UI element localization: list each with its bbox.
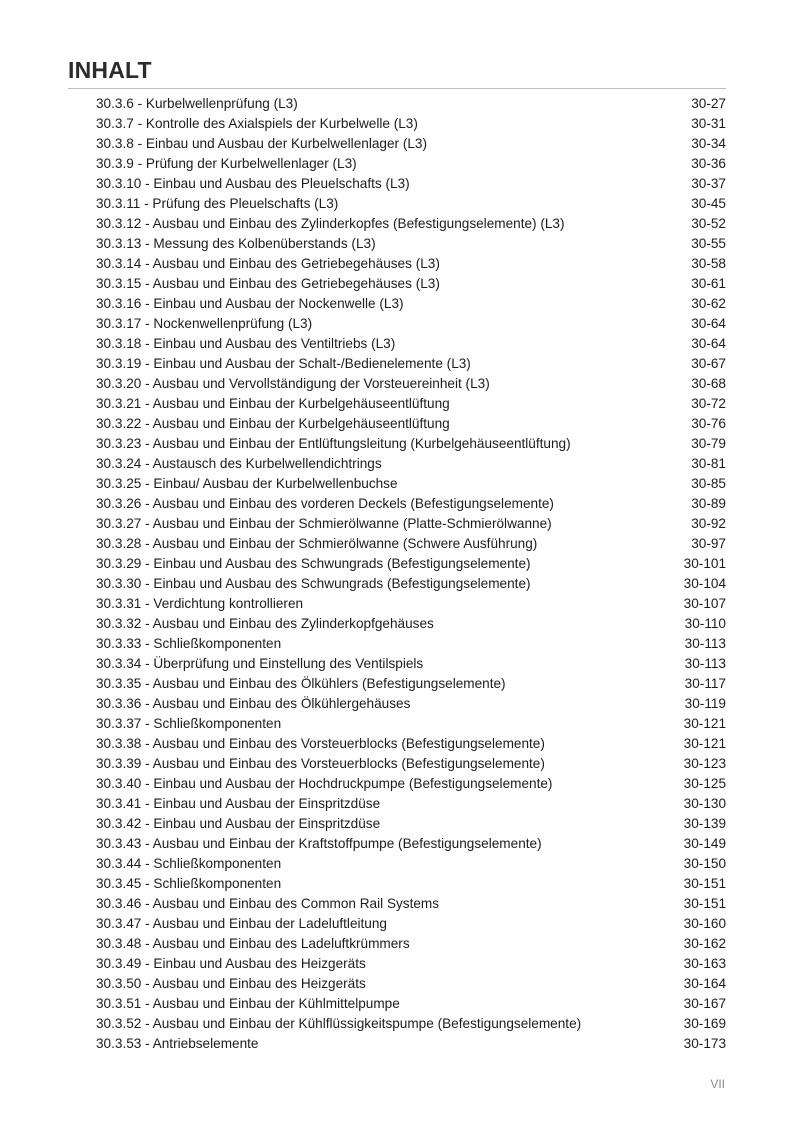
- page-number: VII: [710, 1077, 725, 1091]
- toc-entry-title: 30.3.26 - Ausbau und Einbau des vorderen Deckels (Befestigungselemente): [96, 496, 554, 511]
- toc-entry-page: 30-117: [684, 676, 726, 691]
- toc-entry[interactable]: [96, 294, 726, 314]
- toc-entry-page: 30-67: [691, 356, 726, 371]
- toc-entry-page: 30-27: [691, 96, 726, 111]
- toc-entry-title: 30.3.6 - Kurbelwellenprüfung (L3): [96, 96, 298, 111]
- toc-entry-page: 30-121: [683, 736, 726, 751]
- toc-entry[interactable]: [96, 434, 726, 454]
- toc-entry[interactable]: [96, 554, 726, 574]
- toc-entry-page: 30-110: [684, 616, 726, 631]
- toc-entry-title: 30.3.42 - Einbau und Ausbau der Einspritzdüse: [96, 816, 381, 831]
- toc-entry-title: 30.3.28 - Ausbau und Einbau der Schmierölwanne (Schwere Ausführung): [96, 536, 538, 551]
- toc-entry-page: 30-151: [683, 876, 726, 891]
- toc-entry[interactable]: [96, 394, 726, 414]
- toc-entry[interactable]: [96, 494, 726, 514]
- toc-entry[interactable]: [96, 174, 726, 194]
- toc-entry[interactable]: [96, 534, 726, 554]
- toc-entry-title: 30.3.29 - Einbau und Ausbau des Schwungrads (Befestigungselemente): [96, 556, 531, 571]
- toc-entry[interactable]: [96, 814, 726, 834]
- toc-entry-page: 30-34: [691, 136, 726, 151]
- toc-entry[interactable]: [96, 714, 726, 734]
- toc-entry-title: 30.3.47 - Ausbau und Einbau der Ladeluftleitung: [96, 916, 387, 931]
- toc-entry-page: 30-64: [691, 336, 726, 351]
- toc-entry[interactable]: [96, 614, 726, 634]
- toc-entry-page: 30-62: [691, 296, 726, 311]
- toc-entry-title: 30.3.22 - Ausbau und Einbau der Kurbelgehäuseentlüftung: [96, 416, 450, 431]
- toc-entry-page: 30-92: [691, 516, 726, 531]
- toc-entry-title: 30.3.38 - Ausbau und Einbau des Vorsteuerblocks (Befestigungselemente): [96, 736, 545, 751]
- toc-entry-title: 30.3.36 - Ausbau und Einbau des Ölkühlergehäuses: [96, 696, 411, 711]
- toc-entry-page: 30-79: [691, 436, 726, 451]
- toc-entry[interactable]: [96, 774, 726, 794]
- toc-entry-title: 30.3.19 - Einbau und Ausbau der Schalt-/Bedienelemente (L3): [96, 356, 471, 371]
- toc-entry[interactable]: [96, 214, 726, 234]
- toc-entry[interactable]: [96, 474, 726, 494]
- toc-entry-title: 30.3.30 - Einbau und Ausbau des Schwungrads (Befestigungselemente): [96, 576, 531, 591]
- toc-entry-page: 30-64: [691, 316, 726, 331]
- toc-entry[interactable]: [96, 694, 726, 714]
- toc-entry-page: 30-68: [691, 376, 726, 391]
- toc-entry-page: 30-151: [683, 896, 726, 911]
- toc-entry[interactable]: [96, 314, 726, 334]
- toc-entry[interactable]: [96, 594, 726, 614]
- toc-entry[interactable]: [96, 234, 726, 254]
- toc-entry-page: 30-119: [684, 696, 726, 711]
- toc-entry-page: 30-104: [683, 576, 726, 591]
- toc-entry-title: 30.3.51 - Ausbau und Einbau der Kühlmittelpumpe: [96, 996, 400, 1011]
- toc-entry-title: 30.3.11 - Prüfung des Pleuelschafts (L3): [96, 196, 339, 211]
- toc-entry[interactable]: [96, 994, 726, 1014]
- toc-entry[interactable]: [96, 134, 726, 154]
- toc-entry-title: 30.3.32 - Ausbau und Einbau des Zylinderkopfgehäuses: [96, 616, 434, 631]
- toc-entry-page: 30-123: [683, 756, 726, 771]
- toc-entry[interactable]: [96, 94, 726, 114]
- toc-entry-title: 30.3.7 - Kontrolle des Axialspiels der Kurbelwelle (L3): [96, 116, 418, 131]
- toc-entry[interactable]: [96, 374, 726, 394]
- toc-entry-title: 30.3.27 - Ausbau und Einbau der Schmierölwanne (Platte-Schmierölwanne): [96, 516, 552, 531]
- toc-entry-page: 30-160: [683, 916, 726, 931]
- toc-entry-page: 30-167: [683, 996, 726, 1011]
- toc-entry-page: 30-85: [691, 476, 726, 491]
- toc-entry[interactable]: [96, 1014, 726, 1034]
- toc-entry-title: 30.3.46 - Ausbau und Einbau des Common Rail Systems: [96, 896, 440, 911]
- toc-entry-title: 30.3.20 - Ausbau und Vervollständigung der Vorsteuereinheit (L3): [96, 376, 490, 391]
- toc-entry-title: 30.3.49 - Einbau und Ausbau des Heizgeräts: [96, 956, 366, 971]
- toc-entry-page: 30-150: [683, 856, 726, 871]
- page-title: INHALT: [68, 57, 152, 83]
- toc-entry-title: 30.3.52 - Ausbau und Einbau der Kühlflüssigkeitspumpe (Befestigungselemente): [96, 1016, 582, 1031]
- toc-entry-title: 30.3.23 - Ausbau und Einbau der Entlüftungsleitung (Kurbelgehäuseentlüftung): [96, 436, 571, 451]
- toc-entry-page: 30-97: [691, 536, 726, 551]
- toc-entry[interactable]: [96, 514, 726, 534]
- toc-entry-title: 30.3.33 - Schließkomponenten: [96, 636, 282, 651]
- toc-entry[interactable]: [96, 914, 726, 934]
- toc-entry-title: 30.3.10 - Einbau und Ausbau des Pleuelschafts (L3): [96, 176, 410, 191]
- toc-entry[interactable]: [96, 934, 726, 954]
- toc-entry-page: 30-81: [691, 456, 726, 471]
- toc-entry[interactable]: [96, 894, 726, 914]
- toc-entry-page: 30-89: [691, 496, 726, 511]
- toc-entry-title: 30.3.14 - Ausbau und Einbau des Getriebegehäuses (L3): [96, 256, 440, 271]
- toc-entry-page: 30-162: [683, 936, 726, 951]
- toc-entry[interactable]: [96, 454, 726, 474]
- toc-entry[interactable]: [96, 1034, 726, 1054]
- toc-entry[interactable]: [96, 154, 726, 174]
- toc-entry-title: 30.3.41 - Einbau und Ausbau der Einspritzdüse: [96, 796, 381, 811]
- toc-entry-page: 30-101: [683, 556, 726, 571]
- toc-entry-page: 30-113: [684, 636, 726, 651]
- toc-entry-title: 30.3.25 - Einbau/ Ausbau der Kurbelwellenbuchse: [96, 476, 398, 491]
- toc-entry[interactable]: [96, 354, 726, 374]
- toc-entry-title: 30.3.31 - Verdichtung kontrollieren: [96, 596, 304, 611]
- toc-entry-page: 30-163: [683, 956, 726, 971]
- toc-entry-title: 30.3.50 - Ausbau und Einbau des Heizgeräts: [96, 976, 366, 991]
- toc-entry[interactable]: [96, 754, 726, 774]
- toc-entry[interactable]: [96, 974, 726, 994]
- toc-entry-title: 30.3.15 - Ausbau und Einbau des Getriebegehäuses (L3): [96, 276, 440, 291]
- toc-entry[interactable]: [96, 414, 726, 434]
- toc-entry-title: 30.3.44 - Schließkomponenten: [96, 856, 282, 871]
- toc-entry[interactable]: [96, 874, 726, 894]
- toc-entry[interactable]: [96, 674, 726, 694]
- toc-entry[interactable]: [96, 634, 726, 654]
- toc-entry-page: 30-52: [691, 216, 726, 231]
- toc-entry-page: 30-169: [683, 1016, 726, 1031]
- toc-entry-title: 30.3.40 - Einbau und Ausbau der Hochdruckpumpe (Befestigungselemente): [96, 776, 553, 791]
- toc-entry-title: 30.3.34 - Überprüfung und Einstellung des Ventilspiels: [96, 656, 424, 671]
- toc-entry[interactable]: [96, 254, 726, 274]
- table-of-contents: [96, 94, 726, 1054]
- toc-entry-page: 30-72: [691, 396, 726, 411]
- toc-entry-page: 30-125: [683, 776, 726, 791]
- toc-entry[interactable]: [96, 334, 726, 354]
- toc-entry[interactable]: [96, 194, 726, 214]
- toc-entry-title: 30.3.8 - Einbau und Ausbau der Kurbelwellenlager (L3): [96, 136, 428, 151]
- toc-entry-page: 30-149: [683, 836, 726, 851]
- toc-entry-title: 30.3.12 - Ausbau und Einbau des Zylinderkopfes (Befestigungselemente) (L3): [96, 216, 565, 231]
- toc-entry-page: 30-58: [691, 256, 726, 271]
- toc-entry-page: 30-113: [684, 656, 726, 671]
- toc-entry[interactable]: [96, 734, 726, 754]
- toc-entry[interactable]: [96, 114, 726, 134]
- toc-entry-page: 30-76: [691, 416, 726, 431]
- toc-entry-page: 30-36: [691, 156, 726, 171]
- toc-entry-page: 30-121: [683, 716, 726, 731]
- toc-entry-page: 30-164: [683, 976, 726, 991]
- toc-entry-page: 30-31: [691, 116, 726, 131]
- toc-entry-title: 30.3.37 - Schließkomponenten: [96, 716, 282, 731]
- toc-entry-title: 30.3.24 - Austausch des Kurbelwellendichtrings: [96, 456, 382, 471]
- toc-entry-page: 30-130: [683, 796, 726, 811]
- toc-entry[interactable]: [96, 574, 726, 594]
- toc-entry[interactable]: [96, 794, 726, 814]
- toc-entry[interactable]: [96, 654, 726, 674]
- toc-entry-title: 30.3.17 - Nockenwellenprüfung (L3): [96, 316, 313, 331]
- toc-entry-title: 30.3.39 - Ausbau und Einbau des Vorsteuerblocks (Befestigungselemente): [96, 756, 545, 771]
- toc-entry-title: 30.3.35 - Ausbau und Einbau des Ölkühlers (Befestigungselemente): [96, 676, 506, 691]
- toc-entry-page: 30-173: [683, 1036, 726, 1051]
- title-divider: [68, 88, 726, 89]
- toc-entry-title: 30.3.43 - Ausbau und Einbau der Kraftstoffpumpe (Befestigungselemente): [96, 836, 542, 851]
- toc-entry-page: 30-107: [683, 596, 726, 611]
- toc-entry-page: 30-37: [691, 176, 726, 191]
- toc-entry-page: 30-61: [691, 276, 726, 291]
- toc-entry-title: 30.3.16 - Einbau und Ausbau der Nockenwelle (L3): [96, 296, 404, 311]
- toc-entry-title: 30.3.45 - Schließkomponenten: [96, 876, 282, 891]
- toc-entry[interactable]: [96, 274, 726, 294]
- toc-entry[interactable]: [96, 854, 726, 874]
- toc-entry-title: 30.3.13 - Messung des Kolbenüberstands (L3): [96, 236, 376, 251]
- toc-entry-title: 30.3.9 - Prüfung der Kurbelwellenlager (L3): [96, 156, 357, 171]
- toc-entry-title: 30.3.53 - Antriebselemente: [96, 1036, 259, 1051]
- toc-entry[interactable]: [96, 834, 726, 854]
- toc-entry-page: 30-55: [691, 236, 726, 251]
- toc-entry-title: 30.3.18 - Einbau und Ausbau des Ventiltriebs (L3): [96, 336, 396, 351]
- toc-entry[interactable]: [96, 954, 726, 974]
- toc-entry-title: 30.3.48 - Ausbau und Einbau des Ladeluftkrümmers: [96, 936, 410, 951]
- toc-entry-title: 30.3.21 - Ausbau und Einbau der Kurbelgehäuseentlüftung: [96, 396, 450, 411]
- toc-entry-page: 30-45: [691, 196, 726, 211]
- toc-entry-page: 30-139: [683, 816, 726, 831]
